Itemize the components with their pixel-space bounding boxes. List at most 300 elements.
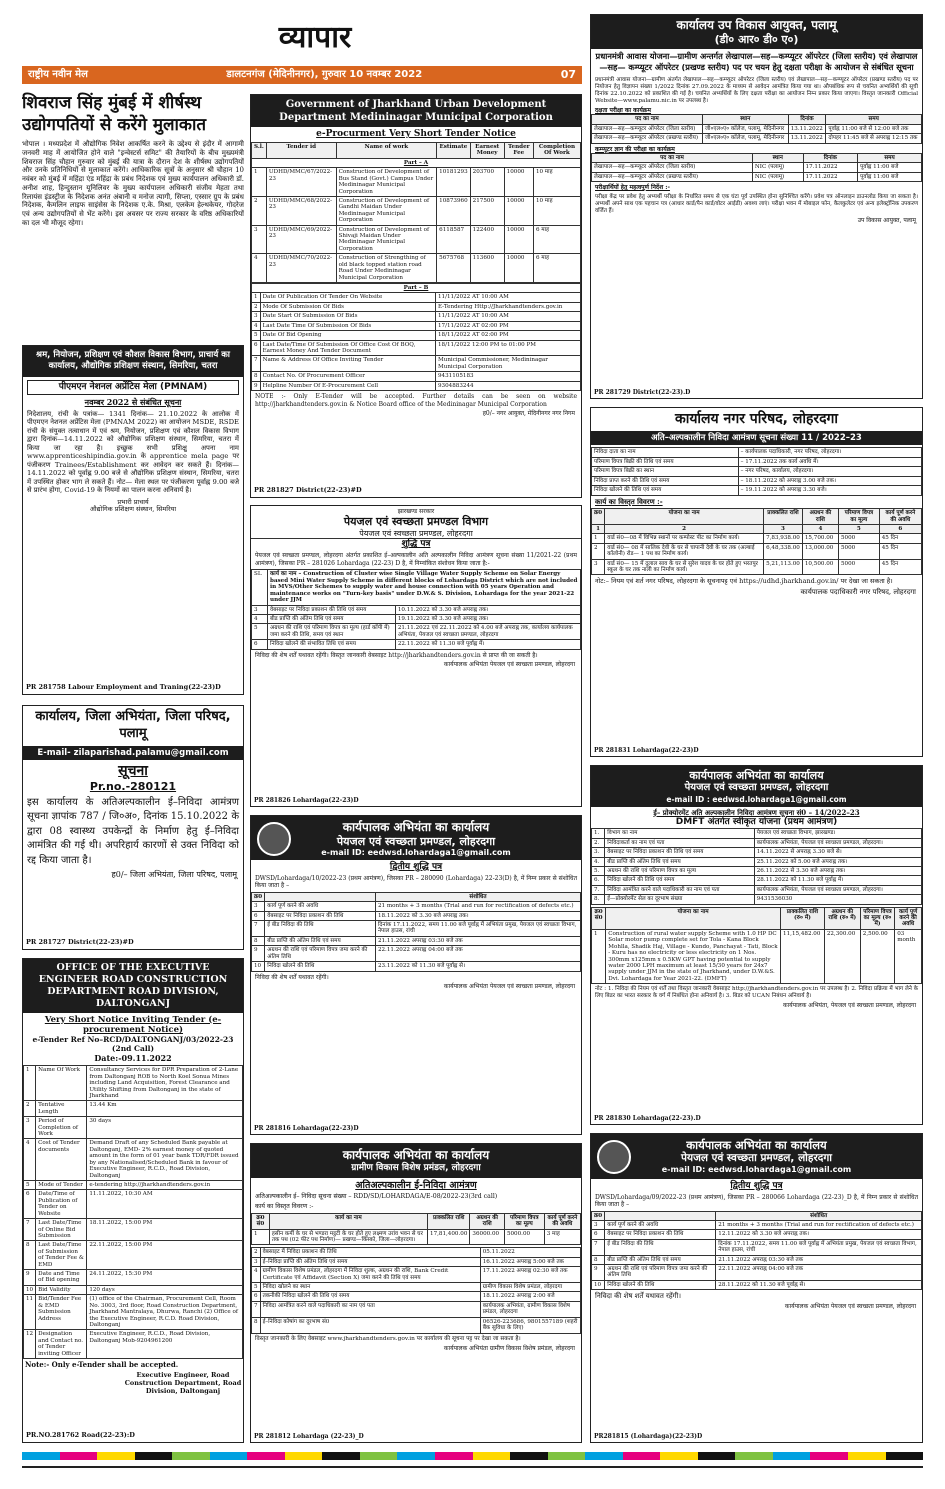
table-cell: Name Of Work [36,1066,87,1101]
table-row [252,254,581,283]
table-row [592,115,922,124]
table-cell: 8 [592,1255,605,1264]
dmft-sub: पेयजल एवं स्वच्छता प्रमण्डल, लोहरदगा [684,782,829,794]
color-swatch [660,1452,698,1460]
table-cell: Tentative Length [36,1101,87,1117]
table-row [252,605,581,614]
table-row [252,1213,581,1229]
table-cell: कार्य पूर्ण करने की अवधि [879,509,921,525]
nagar-table-title: कार्य का विस्तृत विवरण :- [595,496,663,506]
table-cell: Municipal Commissioner, Medininagar Municipal Corporation [435,356,580,372]
table-row [24,1330,243,1359]
peyjal2-sub: पेयजल एवं स्वच्छता प्रमण्डल, लोहरदगा [336,834,496,848]
table-cell: NIC (पलामू) [752,172,803,181]
table-cell: अग्रधन की राशि एवं परिमाण विपत्र का मूल्य (हार्ड कॉपी में) जमा करने की तिथि, समय एवं स्थान [268,624,396,640]
table-cell: पद का नाम [592,153,753,162]
mmc-note: NOTE :- Only E-Tender will be accepted. Further details can be seen on website http://jharkhandtenders.gov.in & Notice Board office of the Medininagar Municipal Corporation [255,393,577,408]
color-swatch [548,1452,586,1460]
table-row [24,1285,243,1294]
table-cell: वेबसाइट पर निविदा प्रकाशन की तिथि [605,1230,716,1239]
table-cell: कार्य पूर्ण करने की अवधि [605,1220,716,1229]
table-row [592,1211,922,1220]
table-row [592,876,922,885]
zila-notice [22,705,244,950]
table-cell: 3 माह [544,1229,580,1245]
peyjal1-sub: पेयजल एवं स्वच्छता प्रमण्डल, लोहरदगा [251,529,581,540]
table-cell: 2 [252,196,267,225]
table-row [24,1066,243,1101]
table-cell: निविदा खोलने की संभावित तिथि एवं समय [268,640,396,649]
ddc-notes: परीक्षा केंद्र पर प्रवेश हेतु अभ्यर्थी परीक्षा के निर्धारित समय से एक घंटा पूर्व उपस्थित होना सुनिश्चित करेंगे। प्रवेश पत्र ऑनलाइन डाउनलोड किया जा सकता है। अभ्यर्थी अपने साथ एक पहचान पत्र (आधार कार्ड/पैन कार्ड/वोटर आईडी) अवश्य लाएं। परीक्षा भवन में मोबाइल फोन, कैलकुलेटर एवं अन्य इलेक्ट्रॉनिक उपकरण वर्जित हैं। [595,193,918,214]
peyjal3-banner [591,1134,922,1179]
table-row [252,1248,581,1257]
table-cell: पूर्वाह्न 11:00 बजे से 12:00 बजे तक [826,124,922,133]
table-row [592,559,922,575]
table-cell: दिनांक [803,153,858,162]
table-cell: 21.11.2022 एवं 22.11.2022 को 4.00 बजे अपराह्न तक, कार्यालय कार्यपालक अभियंता, पेयजल एवं स्वच्छता प्रमण्डल, लोहरदगा [395,624,580,640]
table-cell: 10 [592,1280,605,1289]
table-cell: Tender Fee [504,142,533,158]
table-row [592,476,922,485]
table-cell: 7,83,938.00 [764,534,803,543]
table-cell: 9304883244 [435,381,580,390]
table-cell: ई–निविदा कोषांग का दूरभाष सं0 [260,1317,480,1333]
table-cell: 3 [252,902,265,911]
table-cell: निविदा खोलने की तिथि एवं समय [605,876,755,885]
table-cell: Mode Of Submission Of Bids [260,302,435,311]
table-cell: बीड प्राप्ति की अंतिम तिथि एवं समय [605,1255,716,1264]
nagar-pr: PR 281831 Lohardaga(22-23)D [594,746,699,754]
table-row [252,936,581,945]
color-swatch [698,1452,736,1460]
table-cell: 3 [252,605,268,614]
table-cell: Last Date Time Of Submission Of Bids [260,321,435,330]
table-cell: 2 [252,302,261,311]
table-cell: 13.11.2022 [788,124,826,133]
table-cell: 2 [592,543,605,559]
peyjal3-header: कार्यपालक अभियंता का कार्यालय [686,1138,827,1152]
table-cell: 203700 [470,168,504,197]
table-cell: 10 माह [533,196,580,225]
road-notice [22,958,244,1443]
table-cell: 6,48,338.00 [764,543,803,559]
table-cell: 06526-223686, 9801557189 (शहरी बैंक सुविधा के लिए) [480,1317,580,1333]
table-cell: 3 [252,225,267,254]
jharkhand-emblem-icon [257,822,291,856]
table-cell: 3 [252,1257,261,1266]
table-cell: दिनांक 17.11.2022, समय 11.00 बजे पूर्वाह्न में अभियंता प्रमुख, पेयजल एवं स्वच्छता विभाग, नेपाल हाउस, रांची [375,921,580,937]
table-cell: 45 दिन [879,543,921,559]
table-cell: 6 [879,524,921,533]
table-row [592,1280,922,1289]
table-cell: 5 [252,331,261,340]
table-cell: पद का नाम [592,115,703,124]
table-row [252,1283,581,1292]
table-cell: दिनांक 17.11.2022, समय 11.00 बजे पूर्वाह्न में अभियंता प्रमुख, पेयजल एवं स्वच्छता विभाग, नेपाल हाउस, रांची [716,1239,922,1255]
ddc-header2: (डी० आर० डी० ए०) [714,32,799,46]
table-cell: 6 माह [533,254,580,283]
table-cell: 11.11.2022, 10:30 AM [87,1190,243,1219]
table-cell: लेखापाल—सह—कम्प्यूटर ऑपरेटर (जिला स्तरीय) [592,163,753,172]
pmnam-notice [22,345,244,695]
table-cell: कार्य पूर्ण करने की अवधि [265,902,376,911]
table-cell: UDHD/MMC/68/2022-23 [266,196,336,225]
zila-prno: Pr.no.-280121 [89,780,177,794]
mmc-sign: ह0/– नगर आयुक्त, मेदिनीनगर नगर निगम [482,410,575,418]
nagar-notice [590,407,923,757]
rural-sign: कार्यपालक अभियंता ग्रामीण विकास विशेष प्रमंडल, लोहरदगा [443,1344,575,1352]
table-cell: 6 [252,340,261,356]
table-cell: Construction of Development of Shivaji Maidan Under Medininagar Municipal Corporation [336,225,437,254]
peyjal1-table: SL कार्य का नाम – Construction of Cluster wise Single Village Water Supply Scheme on Solar Energy based Mini Water Supply Scheme in different blocks of Lohardaga District which are not included in MVS/Other Schemes to supply water and house connection with 05 years Operation and maintenance works on "Turn-key basis" under D.W.& S. Division, Lohardaga for the year 2021-22 under JJM 3 वेबसाइट पर निविदा प्रकाशन की तिथि एवं समय 10.11.2022 को 3.30 बजे अपराह्न तक। 4 बीड प्राप्ति की अंतिम तिथि एवं समय 19.11.2022 को 3.30 बजे अपराह्न तक। 5 अग्रधन की राशि एवं परिमाण विपत्र का मूल्य (हार्ड कॉपी में) जमा करने की तिथि, समय एवं स्थान 21.11.2022 एवं 22.11.2022 को 4.00 बजे अपराह्न तक, कार्यालय कार्यपालक अभियंता, पेयजल एवं स्वच्छता प्रमण्डल, लोहरदगा 6 निविदा खोलने की संभावित तिथि एवं समय 22.11.2022 को 11.30 बजे पूर्वाह्न में। [251,569,581,649]
pmnam-pr: PR 281758 Labour Employment and Traning(22-23)D [26,683,221,692]
table-cell: अग्रधन की राशि (रु० में) [824,907,860,929]
table-cell: 7 [252,921,265,937]
table-row [252,962,581,971]
table-cell: 9 [24,1270,36,1286]
table-cell: 3 [252,312,261,321]
table-cell: 8 [24,1241,36,1270]
ddc-notes-title: परीक्षार्थियों हेतु महत्वपूर्ण निर्देश :- [595,184,670,192]
zila-email: E-mail- zilaparishad.palamu@gmail.com [23,746,243,760]
table-cell: 18.11.2022 अपराह्न 2:00 बजे [480,1292,580,1301]
road-table [23,1065,243,1359]
table-row [592,829,922,838]
color-swatch [97,1452,135,1460]
table-cell: वार्ड सं0— 15 में दुलाल साव के घर से सुरेश यादव के घर होते हुए भरतपुर स्कूल के घर तक नाली का निर्माण कार्य। [605,559,764,575]
peyjal-corrigendum-2 [250,815,582,1135]
table-row [592,1265,922,1281]
table-cell: जी०एल०ए० कॉलेज, पलामू, मेदिनीनगर [702,124,788,133]
masthead-band [22,66,582,84]
table-cell: 10 [252,962,265,971]
table-row [592,543,922,559]
table-cell: 4 [252,614,268,623]
table-row [24,1101,243,1117]
table-cell: परिमाण विपत्र बिक्री की तिथि एवं समय [592,457,739,466]
table-cell: Demand Draft of any Scheduled Bank payable at Daltonganj, EMD- 2% earnest money of quoted amount in the form of 01 year bank TDR/FDR issued by any Nationalised/Scheduled Bank in favour of Executive Engineer, R.C.D., Road Division, Daltonganj [87,1139,243,1181]
table-row [592,885,922,894]
table-cell: वेबसाइट पर निविदा प्रकाशन की तिथि एवं समय [605,848,755,857]
table-cell: संशोधित [375,892,580,901]
zila-sign: ह0/– जिला अभियंता, जिला परिषद, पलामू [111,870,237,880]
peyjal1-govt: झारखण्ड सरकार [397,508,435,515]
table-cell: – कार्यपालक पदाधिकारी, नगर परिषद, लोहरदगा। [738,448,921,457]
table-cell: 9 [252,381,261,390]
color-swatch [135,1452,173,1460]
peyjal1-intro: पेयजल एवं स्वच्छता प्रमण्डल, लोहरदगा अंतर्गत प्रकाशित ई–अल्पकालीन अति अल्पकालीन निविदा आमंत्रण सूचना संख्या 11/2021-22 (प्रथम आमंत्रण), जिसका PR – 281026 Lohardaga (22-23) D है, में निम्नांकित संशोधन किया जाता है:- [255,552,577,567]
news-headline: शिवराज सिंह मुंबई में शीर्षस्थ उद्योगपतियों से करेंगे मुलाकात [22,93,207,136]
table-cell: Name of work [336,142,437,158]
table-row [592,467,922,476]
table-cell: 5 [24,1181,36,1190]
table-cell: 120 days [87,1285,243,1294]
table-cell: NIC (पलामू) [752,163,803,172]
table-cell: 05.11.2022 [480,1248,580,1257]
table-cell: 18/11/2022 12:00 PM to 01:00 PM [435,340,580,356]
table-cell: लेखापाल—सह—कम्प्यूटर ऑपरेटर (प्रखण्ड स्तरीय) [592,134,703,143]
table-cell: 18/11/2022 AT 02:00 PM [435,331,580,340]
news-story [22,92,244,332]
table-cell: ई–निविदा प्राप्ति की अंतिम तिथि एवं समय [260,1257,480,1266]
table-cell: Construction of rural water supply Scheme with 1.0 HP DC Solar motor pump complete set for Tola - Kana Block Mohlla, Shadik Haj, Village - Kundo, Panchayat - Tati, Block - Kuru has no electricity or less electricity on 1 Nos. 300mm x125mm x 0.5KW GPT having potential to supply water 2000 LPH maximum at least 15/30 years for 24x7 supply under JJM in the state of Jharkhand, under D.W.&S. Dvi. Lohardaga for Year 2021-22. (DMFT) [606,929,781,983]
table-cell: 217500 [470,196,504,225]
table-cell: 3 [592,559,605,575]
peyjal2-ref: DWSD/Lohardaga/10/2022-23 (प्रथम आमंत्रण), जिसका PR – 280090 (Lohardaga) 22-23(D) है, में निम्न प्रकार से संशोधित किया जाता है – [255,874,577,890]
table-cell: ग्रामीण विकास विशेष प्रमंडल, लोहरदगा [480,1283,580,1292]
table-cell: Earnest Money [470,142,504,158]
table-row [252,640,581,649]
table-cell: – 17.11.2022 तक कार्य अवधि में। [738,457,921,466]
table-cell: निविदा खोलने की तिथि [265,962,376,971]
table-row [592,486,922,495]
table-cell: Date Of Bid Opening [260,331,435,340]
table-cell: Executive Engineer, R.C.D., Road Division, Daltonganj Mob-9204961200 [87,1330,243,1359]
table-cell: 1. [592,829,605,838]
table-cell: 13.11.2022 [788,134,826,143]
table-row [24,1270,243,1286]
color-swatch [585,1452,623,1460]
color-swatch [886,1452,924,1460]
table-cell: 22.11.2022 अपराह्न 04:00 बजे तक [716,1265,922,1281]
table-cell: 4 [252,1267,261,1283]
rural-banner [251,1144,581,1178]
table-row [252,142,581,158]
table-cell: कार्य पूर्ण करने की अवधि [544,1213,580,1229]
table-cell: 03 month [895,929,922,983]
color-swatch [360,1452,398,1460]
table-cell: 6 [252,1292,261,1301]
rural-footer: विस्तृत जानकारी के लिए वेबसाइट www.jharkhandtenders.gov.in पर कार्यालय की सूचना पट्ट पर देखा जा सकता है। [255,1335,521,1342]
peyjal3-pr: PR281815 (Lohardaga)(22-23)D [594,1432,703,1440]
color-swatch [247,1452,285,1460]
table-cell: ई बीड निविदा की तिथि [265,921,376,937]
table-cell: 2,500.00 [860,929,894,983]
dmft-notes: नोट : 1. निविदा की नियम एवं शर्तें तथा विस्तृत जानकारी वेबसाइट http://jharkhandtenders.gov.in पर उपलब्ध है। 2. निविदा प्रक्रिया में भाग लेने के लिए बिडर का भारत सरकार के वर्ग में निबंधित होना अनिवार्य है। 3. बिडर को UCAN निबंधन अनिवार्य है। [595,986,918,1000]
table-row [252,196,581,225]
table-row [592,172,922,181]
road-pr: PR.NO.281762 Road(22-23):D [26,1431,135,1440]
table-cell: स्थान [752,153,803,162]
table-cell: Construction of Development of Gandhi Maidan Under Medininagar Municipal Corporation [336,196,437,225]
dmft-banner [591,766,922,807]
table-cell: Construction of Development of Bus Stand (Govt.) Campus Under Medininagar Municipal Corporation [336,168,437,197]
ddc-exam-table [591,114,922,143]
table-cell: 9 [592,1265,605,1281]
table-cell: 5 [252,624,268,640]
table-cell: 11/11/2022 AT 10:00 AM [435,312,580,321]
table-row [24,1295,243,1330]
mmc-header: Government of Jharkhand Urban Development Department Medininagar Municipal Corporation [251,95,581,127]
table-row [592,1255,922,1264]
table-cell: 8. [592,895,605,904]
table-row [24,1241,243,1270]
table-cell: परिमाण विपत्र का मूल्य (रु० में) [860,907,894,929]
table-cell: वेबसाइट पर निविदा प्रकाशन की तिथि [265,911,376,920]
color-swatch [435,1452,473,1460]
nagar-header: कार्यालय नगर परिषद, लोहरदगा [674,411,839,427]
peyjal2-pr: PR 281816 Lohardaga(22-23)D [254,1124,359,1132]
table-cell: 1 [592,534,605,543]
table-cell: – 18.11.2022 को अपराह्न 3.00 बजे तक। [738,476,921,485]
table-cell: 25.11.2022 को 5.00 बजे अपराह्न तक। [754,857,921,866]
table-row [252,1292,581,1301]
table-cell: 10,500.00 [802,559,838,575]
table-cell: क्र0 [592,1211,605,1220]
peyjal3-table [591,1211,922,1291]
table-cell: 122400 [470,225,504,254]
part-a-label: Part – A [252,158,581,167]
table-row [24,1190,243,1219]
table-cell: Designation and Contact no. of Tender inviting Officer [36,1330,87,1359]
table-cell: क्र0 [252,892,265,901]
table-cell: समय [858,153,922,162]
table-cell: 28.11.2022 को 11.30 बजे पूर्वाह्न से। [716,1280,922,1289]
table-cell: पूर्वाह्न 11:00 बजे [858,163,922,172]
mmc-pr: PR 281827 District(22-23)#D [254,486,362,495]
table-row [252,302,581,311]
table-row [592,534,922,543]
table-cell: 7 [252,356,261,372]
table-cell: 4 [802,524,838,533]
pmnam-header: श्रम, नियोजन, प्रशिक्षण एवं कौशल विकास विभाग, प्राचार्य का कार्यालय, औद्योगिक प्रशिक्षण संस्थान, सिमरिया, चतरा [23,346,243,377]
ddc-body: प्रधानमंत्री आवास योजना—ग्रामीण अंतर्गत लेखापाल—सह—कम्प्यूटर ऑपरेटर (जिला स्तरीय) एवं लेखापाल—सह—कम्प्यूटर ऑपरेटर (प्रखण्ड स्तरीय) पद पर नियोजन हेतु विज्ञापन संख्या 1/2022 दिनांक 27.09.2022 के माध्यम से आवेदन आमंत्रित किया गया था। औपबंधिक रूप से चयनित अभ्यर्थियों की सूची दिनांक 22.10.2022 को प्रकाशित की गई है। चयनित अभ्यर्थियों के लिए दक्षता परीक्षा का आयोजन निम्न प्रकार किया जाएगा। विस्तृत जानकारी Official Website—www.palamu.nic.in पर उपलब्ध है। [595,77,918,105]
table-cell: ई बीड निविदा की तिथि [605,1239,716,1255]
table-cell: परिमाण विपत्र का मूल्य [504,1213,544,1229]
table-cell: 24.11.2022, 15:30 PM [87,1270,243,1286]
table-cell: पेयजल एवं स्वच्छता विभाग, झारखण्ड। [754,829,921,838]
table-row [592,163,922,172]
peyjal3-sub: पेयजल एवं स्वच्छता प्रमण्डल, लोहरदगा [681,1152,832,1165]
table-row [592,895,922,904]
table-row [252,1257,581,1266]
table-cell: दिनांक [788,115,826,124]
table-cell: विभाग का नाम [605,829,755,838]
table-cell: कार्यपालक अभियंता, ग्रामीण विकास विशेष प्रमंडल, लोहरदगा [480,1301,580,1317]
table-row [592,457,922,466]
table-cell: Cost of Tender documents [36,1139,87,1181]
table-cell: 26.11.2022 से 3.30 बजे अपराह्न तक। [754,866,921,875]
table-cell: 3 [764,524,803,533]
zila-pr: PR 281727 District(22-23)#D [26,938,134,947]
table-cell: Last Date/Time Of Submission Of Office Cost Of BOQ, Earnest Money And Tender Document [260,340,435,356]
table-cell: 3 [24,1117,36,1139]
table-row [252,283,581,292]
table-cell: 5000 [838,534,879,543]
rural-intro: कार्य का विस्तृत विवरण :- [255,1202,314,1210]
table-row [252,902,581,911]
table-cell: योजना का नाम [606,907,781,929]
table-cell: 1 [252,168,267,197]
table-cell: 21 months + 3 months (Trial and run for rectification of defects etc.) [716,1220,922,1229]
table-row [252,892,581,901]
pmnam-title: पीएमएन नेशनल अप्रेंटिस मेला (PMNAM) [27,380,239,395]
ddc-pr: PR 281729 District(22-23).D [594,388,691,396]
peyjal2-sign: कार्यपालक अभियंता पेयजल एवं स्वच्छता प्रमण्डल, लोहरदगा [443,983,575,991]
dmft-info [591,828,922,904]
nagar-table [591,508,922,575]
table-row [252,1229,581,1245]
table-cell: 21.11.2022 अपराह्न 03:30 बजे तक [375,936,580,945]
table-cell: निविदा खोलने का स्थान [260,1283,480,1292]
peyjal3-title: द्वितीय शुद्धि पत्र [730,1180,783,1191]
table-row [252,356,581,372]
peyjal-corrigendum-1 [250,505,582,807]
table-cell: E-Tendering Http://Jharkhandtenders.gov.in [435,302,580,311]
table-row [592,1220,922,1229]
table-row [252,158,581,167]
table-cell: Date Start Of Submission Of Bids [260,312,435,321]
peyjal2-table [251,892,581,972]
table-cell: 5000.00 [504,1229,544,1245]
table-cell: 1 [592,524,605,533]
peyjal2-banner [251,816,581,860]
table-cell: प्राक्कलित राशि [428,1213,470,1229]
table-cell: 1 [252,293,261,302]
table-cell: लेखापाल—सह—कम्प्यूटर ऑपरेटर (जिला स्तरीय) [592,124,703,133]
table-cell: Construction of Strengthing of old black topped station road Road Under Medininagar Municipal Corporation [336,254,437,283]
table-cell: – 19.11.2022 को अपराह्न 3.30 बजे। [738,486,921,495]
table-row [592,509,922,525]
table-cell: 8 [252,372,261,381]
table-cell: UDHD/MMC/70/2022-23 [266,254,336,283]
table-cell: 3. [592,848,605,857]
table-cell: 6118587 [437,225,470,254]
table-cell: निविदा आमंत्रित करने वाले पदाधिकारी का नाम एवं पता [260,1301,480,1317]
ddc-sign: उप विकास आयुक्त, पलामू [857,216,916,224]
table-row [592,866,922,875]
table-cell: ग्रामीण विकास विशेष प्रमंडल, लोहरदगा में निविदा शुल्क, अग्रधन की राशि, Bank Credit Certificate एवं Affidavit (Section X) जमा करने की तिथि एवं समय [260,1267,480,1283]
color-swatch [735,1452,773,1460]
table-cell: 1 [24,1066,36,1101]
dmft-notice [590,765,923,1125]
table-cell: 10181293 [437,168,470,197]
pmnam-body: निदेशालय, रांची के पत्रांक— 1341 दिनांक— 21.10.2022 के आलोक में पीएमएन नेशनल अप्रेंटिस मेला (PMNAM 2022) का आयोजन MSDE, RSDE रांची के संयुक्त तत्वाधान में एवं श्रम, नियोजन, प्रशिक्षण एवं कौशल विकास विभाग द्वारा दिनांक—14.11.2022 को औद्योगिक प्रशिक्षण संस्थान, सिमरिया, चतरा में किया जा रहा है। इच्छुक सभी प्रशिक्षु अपना नाम www.apprenticeshipindia.gov.in के apprentice mela page पर पंजीकरण Trainees/Establishment कर आवेदन कर सकते हैं। दिनांक—14.11.2022 को पूर्वाह्न 9.00 बजे से औद्योगिक प्रशिक्षण संस्थान, सिमरिया, चतरा में उपस्थित होकर भाग ले सकते हैं। नोट— मेला स्थल पर पंजीकरण पूर्वाह्न 9.00 बजे से प्रारंभ होगा, Covid-19 के नियमों का पालन करना अनिवार्य है। [27,409,239,495]
ddc-title: प्रधानमंत्री आवास योजना—ग्रामीण अन्तर्गत लेखापाल—सह—कम्प्यूटर ऑपरेटर (जिला स्तरीय) एवं लेखापाल—सह— कम्प्यूटर ऑपरेटर (प्रखण्ड स्तरीय) पद पर चयन हेतु दक्षता परीक्षा के आयोजन से संबंधित सूचना [595,51,918,73]
table-cell: Bid/Tender Fee & EMD Submission Address [36,1295,87,1330]
table-cell: प्राक्कलित राशि [764,509,803,525]
peyjal3-ref: DWSD/Lohardaga/09/2022-23 (प्रथम आमंत्रण), जिसका PR – 280066 Lohardaga (22-23)_D है, में निम्न प्रकार से संशोधित किया जाता है – [595,1193,918,1209]
table-cell: – नगर परिषद, कार्यालय, लोहरदगा। [738,467,921,476]
table-cell: परिमाण विपत्र का मूल्य [838,509,879,525]
table-cell: निविदा खोलने की तिथि एवं समय [592,486,739,495]
table-cell: बीड प्राप्ति की अंतिम तिथि एवं समय [265,936,376,945]
table-cell: अग्रधन की राशि [802,509,838,525]
table-cell: कार्यपालक अभियंता, पेयजल एवं स्वच्छता प्रमण्डल, लोहरदगा। [754,838,921,847]
table-cell: पूर्वाह्न 11:00 बजे [858,172,922,181]
table-cell: 4 [252,254,267,283]
color-swatch [322,1452,360,1460]
table-cell: कार्यपालक अभियंता, पेयजल एवं स्वच्छता प्रमण्डल, लोहरदगा। [754,885,921,894]
table-cell: 10000 [504,225,533,254]
table-cell: S.l. [252,142,267,158]
table-row [592,1230,922,1239]
mmc-table [251,142,581,283]
table-row [252,340,581,356]
table-cell: 9 [252,946,265,962]
peyjal2-footer: निविदा की शेष शर्तें यथावत रहेंगी। [255,973,329,981]
table-cell: Last Date/Time of Submission of Tender Fee & EMD [36,1241,87,1270]
table-cell: कार्य का नाम [269,1213,427,1229]
table-cell: 8 [252,936,265,945]
table-cell: 45 दिन [879,559,921,575]
table-row [252,312,581,321]
table-cell: 7 [252,1301,261,1317]
table-cell: Completion Of Work [533,142,580,158]
table-row [252,911,581,920]
table-cell: 15,700.00 [802,534,838,543]
table-cell: वेबसाइट में निविदा प्रकाशन की तिथि [260,1248,480,1257]
